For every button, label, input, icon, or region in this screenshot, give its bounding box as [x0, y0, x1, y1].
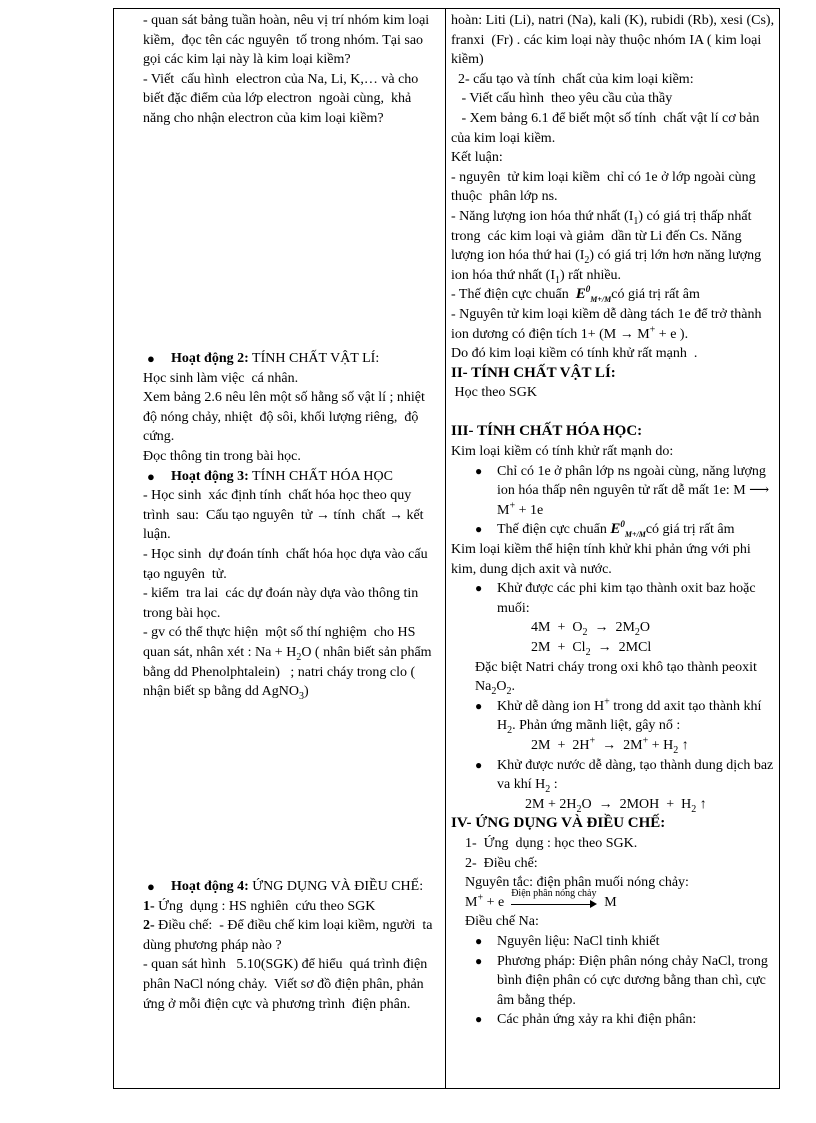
bullet-icon: ●	[147, 351, 155, 366]
bullet-icon: ●	[475, 757, 483, 772]
activity-text: - Học sinh xác định tính chất hóa học theo quy trình sau: Cấu tạo nguyên tử → tính chất → kết luận.	[143, 488, 428, 543]
list-item: ● Khử được nước dễ dàng, tạo thành dung dịch baz va khí $H_2$ :	[475, 757, 774, 795]
intro-text: - quan sát bảng tuần hoàn, nêu vị trí nhóm kim loại kiềm, đọc tên các nguyên tố trong nhóm. Tại sao gọi các kim lại này là kim loại kiềm?	[143, 13, 433, 68]
equation: $2M + Cl_2 \to 2MCl$	[531, 640, 652, 658]
section-text: Kim loại kiềm thể hiện tính khử khi phản ứng với phi kim, dung dịch axit và nước.	[451, 542, 755, 577]
section-text: - Năng lượng ion hóa thứ nhất $(I_1)$ có giá trị thấp nhất trong các kim loại và giảm dần từ Li đến Cs. Năng lượng ion hóa thứ hai $(I_2)$ có giá trị lớn hơn năng lượng ion hóa thứ nhất $(I_1)$ rất nhiều.	[451, 208, 765, 286]
list-item: ● Khử dễ dàng ion H+ trong dd axit tạo thành khí $H_2$. Phản ứng mãnh liệt, gây nổ :	[475, 696, 762, 737]
reaction-list	[451, 756, 776, 795]
column-divider	[445, 9, 446, 1088]
list-item: ● Các phản ứng xảy ra khi điện phân:	[451, 1010, 776, 1030]
reaction-list	[451, 697, 776, 736]
section-text: - Xem bảng 6.1 để biết một số tính chất vật lí cơ bản của kim loại kiềm.	[451, 110, 763, 146]
section-heading: III- TÍNH CHẤT HÓA HỌC:	[451, 423, 643, 440]
section-text: Nguyên tắc: điện phân muối nóng chảy:	[465, 875, 689, 891]
bullet-icon: ●	[475, 933, 483, 948]
equation: $2M + 2H_2O \to 2MOH + H_2$ ↑	[525, 796, 707, 815]
bullet-icon: ●	[147, 468, 155, 484]
activity-text: Học sinh làm việc cá nhân.	[143, 370, 299, 386]
intro-text: - Viết cấu hình electron của Na, Li, K,… và cho biết đặc điểm của lớp electron ngoài cùng, khả năng cho nhận electron của kim loại kiềm?	[143, 71, 422, 126]
section-text: Do đó kim loại kiềm có tính khử rất mạnh .	[451, 346, 698, 362]
activity-2	[143, 349, 439, 702]
activity-label: Hoạt động 2:	[171, 351, 249, 366]
intro-block	[143, 11, 439, 129]
bullet-icon: ●	[147, 879, 155, 894]
section-text: - Thế điện cực chuẩn $E^0_{M+/M}có$ giá trị rất âm	[451, 284, 700, 305]
activity-label: Hoạt động 3:	[171, 468, 249, 484]
activity-label: Hoạt động 4:	[171, 879, 249, 894]
activity-text: - gv có thể thực hiện một số thí nghiệm cho HS quan sát, nhân xét : $Na + H_2O$ ( nhân biết sản phẩm bằng dd Phenolphtalein) ; natri cháy trong clo ( nhận biết sp bằng dd AgNO$_3$)	[143, 625, 436, 702]
list-item: ● Khử được các phi kim tạo thành oxit baz hoặc muối:	[475, 581, 756, 616]
standard-potential-symbol: $E^0_{M+/M}$	[610, 519, 646, 540]
activity-text: - kiểm tra lai các dự đoán này dựa vào thông tin trong bài học.	[143, 586, 422, 621]
reaction-list	[451, 579, 776, 618]
section-heading: II- TÍNH CHẤT VẬT LÍ:	[451, 364, 616, 381]
activity-title: ỨNG DỤNG VÀ ĐIỀU CHẾ:	[252, 879, 424, 894]
section-text: - Nguyên tử kim loại kiềm dễ dàng tách 1e để trở thành ion dương có điện tích 1+ (M → M+ + e ).	[451, 306, 765, 342]
bullet-icon: ●	[475, 698, 483, 713]
bullet-icon: ●	[475, 953, 483, 968]
activity-text: Xem bảng 2.6 nêu lên một số hằng số vật lí ; nhiệt độ nóng chảy, nhiệt độ sôi, khối lượng riêng, độ cứng.	[143, 390, 432, 445]
section-heading: IV- ỨNG DỤNG VÀ ĐIỀU CHẾ:	[451, 815, 666, 832]
section-text: Điều chế Na:	[465, 914, 539, 930]
activity-text: - quan sát hình 5.10(SGK) để hiểu quá trình điện phân NaCl nóng chảy. Viết sơ đồ điện phân, phản ứng ở mỗi điện cực và phương trình điện phân.	[143, 957, 431, 1012]
activity-text: 1- Ứng dụng : HS nghiên cứu theo SGK	[143, 898, 376, 914]
section-text: 2- Điều chế:	[465, 855, 538, 871]
activity-text: Đọc thông tin trong bài học.	[143, 448, 301, 464]
standard-potential-symbol: $E^0_{M+/M}$	[575, 284, 612, 305]
section-text: Kết luận:	[451, 150, 503, 166]
list-item: ● Nguyên liệu: NaCl tinh khiết	[451, 932, 776, 952]
lesson-table	[113, 8, 780, 1089]
equation: $4M + O_2 \to 2M_2O$	[531, 620, 651, 639]
section-text: Học theo SGK	[451, 385, 537, 401]
section-text: 1- Ứng dụng : học theo SGK.	[465, 835, 638, 851]
equation: $2M + 2H^+ \to 2M^+ + H_2$ ↑	[531, 735, 689, 756]
section-text: 2- cấu tạo và tính chất của kim loại kiềm:	[451, 71, 694, 87]
bullet-icon: ●	[475, 1012, 483, 1027]
bullet-icon: ●	[475, 522, 483, 537]
section-text: - Viết cấu hình theo yêu cầu của thầy	[451, 91, 673, 107]
list-item: ● Thế điện cực chuẩn $E^0_{M+/M}có$ giá trị rất âm	[475, 519, 735, 540]
section-text: Đặc biệt Natri cháy trong oxi khô tạo thành peoxit $Na_2O_2$.	[475, 659, 761, 697]
reason-list	[451, 462, 776, 540]
bullet-icon: ●	[475, 463, 483, 478]
activity-title: TÍNH CHẤT VẬT LÍ:	[252, 351, 380, 366]
bullet-icon: ●	[475, 581, 483, 596]
electrolysis-arrow: Điện phân nóng chảy	[511, 896, 597, 910]
left-column	[143, 11, 439, 1086]
right-column	[451, 11, 776, 1030]
section-text: - nguyên tử kim loại kiềm chỉ có 1e ở lớp ngoài cùng thuộc phân lớp ns.	[451, 169, 760, 205]
electrolysis-equation: M+ + e Điện phân nóng chảy M	[465, 887, 617, 910]
activity-text: - Học sinh dự đoán tính chất hóa học dựa vào cấu tạo nguyên tử.	[143, 546, 432, 582]
method-list	[451, 932, 776, 1030]
activity-text: 2- Điều chế: - Để điều chế kim loại kiềm, người ta dùng phương pháp nào ?	[143, 918, 436, 953]
activity-4	[143, 877, 439, 1014]
activity-title: TÍNH CHẤT HÓA HỌC	[252, 468, 393, 484]
section-text: Kim loại kiềm có tính khử rất mạnh do:	[451, 444, 674, 460]
list-item: ● Phương pháp: Điện phân nóng chảy NaCl, trong bình điện phân có cực dương bằng than chì, cực âm bằng thép.	[475, 953, 768, 1008]
list-item: ● Chỉ có 1e ở phân lớp ns ngoài cùng, năng lượng ion hóa thấp nên nguyên tử rất dễ mất 1e: M ⟶ M+ + 1e	[475, 463, 770, 518]
section-text: hoàn: Liti (Li), natri (Na), kali (K), rubidi (Rb), xesi (Cs), franxi (Fr) . các kim loại này thuộc nhóm IA ( kim loại kiềm)	[451, 13, 778, 68]
